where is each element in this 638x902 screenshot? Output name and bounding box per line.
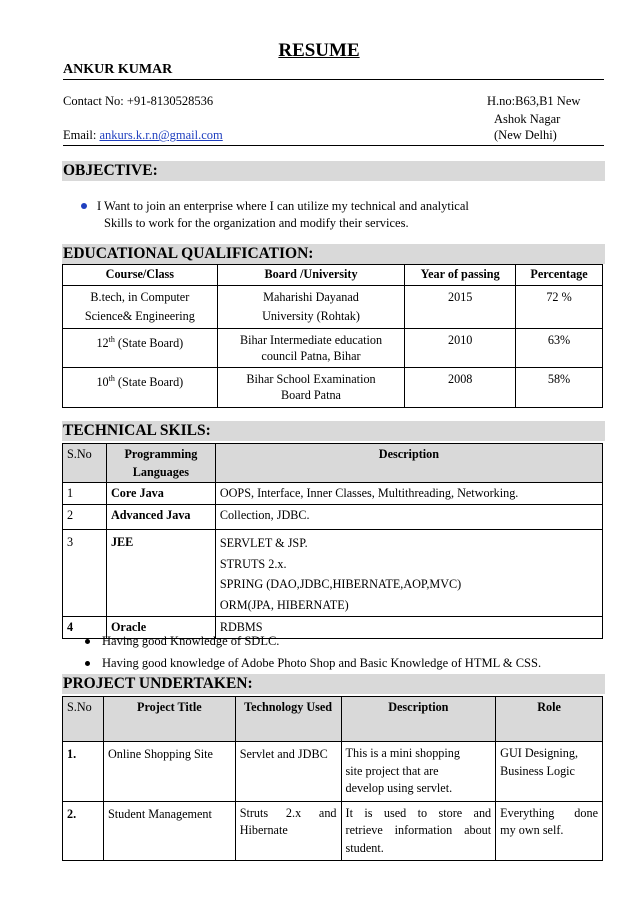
- table-row: [63, 483, 603, 505]
- year-cell: 2015: [405, 286, 516, 329]
- skill-bullet: Having good knowledge of Adobe Photo Shop and Basic Knowledge of HTML & CSS.: [63, 656, 541, 671]
- email-line: [63, 128, 223, 143]
- board-cell: Bihar Intermediate education council Patna, Bihar: [217, 329, 405, 368]
- table-row: [63, 801, 603, 861]
- address-line-1: H.no:B63,B1 New: [487, 94, 581, 108]
- skill-bullet: Having good Knowledge of SDLC.: [63, 634, 279, 649]
- projects-table: [62, 696, 603, 861]
- objective-text: I Want to join an enterprise where I can utilize my technical and analytical: [63, 199, 469, 214]
- email-label: Email:: [63, 128, 97, 142]
- table-header-row: [63, 697, 603, 742]
- column-header: Year of passing: [405, 265, 516, 286]
- header-divider: [63, 79, 604, 80]
- contact-divider: [63, 145, 604, 146]
- contact-label: Contact No:: [63, 94, 124, 108]
- sno-cell: 2: [63, 505, 107, 530]
- table-header-row: [63, 444, 603, 483]
- table-row: [63, 286, 603, 329]
- description-cell: This is a mini shopping site project that are develop using servlet.: [341, 742, 496, 802]
- table-header-row: [63, 265, 603, 286]
- year-cell: 2010: [405, 329, 516, 368]
- technology-cell: Struts 2.x and Hibernate: [235, 801, 341, 861]
- education-table: [62, 264, 603, 408]
- column-header: S.No: [63, 697, 104, 742]
- description-cell: It is used to store and retrieve information about student.: [341, 801, 496, 861]
- percentage-cell: 72 %: [516, 286, 603, 329]
- sno-cell: 1.: [63, 742, 104, 802]
- course-cell: 10th (State Board): [63, 368, 218, 408]
- description-cell: RDBMS: [215, 617, 602, 639]
- language-cell: JEE: [106, 530, 215, 617]
- course-cell: B.tech, in Computer Science& Engineering: [63, 286, 218, 329]
- address-line-2: Ashok Nagar: [494, 112, 561, 126]
- table-row: [63, 505, 603, 530]
- table-row: [63, 742, 603, 802]
- percentage-cell: 58%: [516, 368, 603, 408]
- sno-cell: 4: [63, 617, 107, 639]
- board-cell: Bihar School Examination Board Patna: [217, 368, 405, 408]
- bullet-icon: [85, 661, 90, 666]
- email-link[interactable]: ankurs.k.r.n@gmail.com: [99, 128, 223, 142]
- column-header: Course/Class: [63, 265, 218, 286]
- project-title-cell: Online Shopping Site: [103, 742, 235, 802]
- column-header: Board /University: [217, 265, 405, 286]
- column-header: Description: [341, 697, 496, 742]
- column-header: S.No: [63, 444, 107, 483]
- role-cell: Everything done my own self.: [496, 801, 603, 861]
- column-header: Percentage: [516, 265, 603, 286]
- contact-phone: +91-8130528536: [126, 94, 214, 108]
- board-cell: Maharishi Dayanad University (Rohtak): [217, 286, 405, 329]
- language-cell: Oracle: [106, 617, 215, 639]
- address-line-3: (New Delhi): [494, 128, 557, 142]
- role-cell: GUI Designing, Business Logic: [496, 742, 603, 802]
- sno-cell: 3: [63, 530, 107, 617]
- sno-cell: 1: [63, 483, 107, 505]
- project-title-cell: Student Management: [103, 801, 235, 861]
- column-header: Role: [496, 697, 603, 742]
- column-header: Programming Languages: [106, 444, 215, 483]
- education-heading: EDUCATIONAL QUALIFICATION:: [62, 244, 605, 264]
- table-row: [63, 368, 603, 408]
- column-header: Technology Used: [235, 697, 341, 742]
- table-row: [63, 329, 603, 368]
- description-cell: OOPS, Interface, Inner Classes, Multithreading, Networking.: [215, 483, 602, 505]
- contact-line: [63, 94, 213, 109]
- language-cell: Core Java: [106, 483, 215, 505]
- projects-heading: PROJECT UNDERTAKEN:: [62, 674, 605, 694]
- description-cell: Collection, JDBC.: [215, 505, 602, 530]
- language-cell: Advanced Java: [106, 505, 215, 530]
- column-header: Description: [215, 444, 602, 483]
- objective-text-continued: Skills to work for the organization and modify their services.: [104, 216, 409, 230]
- bullet-icon: [85, 639, 90, 644]
- table-row: [63, 530, 603, 617]
- description-cell: SERVLET & JSP. STRUTS 2.x. SPRING (DAO,JDBC,HIBERNATE,AOP,MVC) ORM(JPA, HIBERNATE): [215, 530, 602, 617]
- resume-title: RESUME: [278, 40, 360, 61]
- technical-heading: TECHNICAL SKILS:: [62, 421, 605, 441]
- year-cell: 2008: [405, 368, 516, 408]
- objective-heading: OBJECTIVE:: [62, 161, 605, 181]
- technology-cell: Servlet and JDBC: [235, 742, 341, 802]
- candidate-name: ANKUR KUMAR: [63, 62, 173, 77]
- technical-skills-table: [62, 443, 603, 639]
- percentage-cell: 63%: [516, 329, 603, 368]
- column-header: Project Title: [103, 697, 235, 742]
- course-cell: 12th (State Board): [63, 329, 218, 368]
- bullet-icon: [81, 203, 87, 209]
- sno-cell: 2.: [63, 801, 104, 861]
